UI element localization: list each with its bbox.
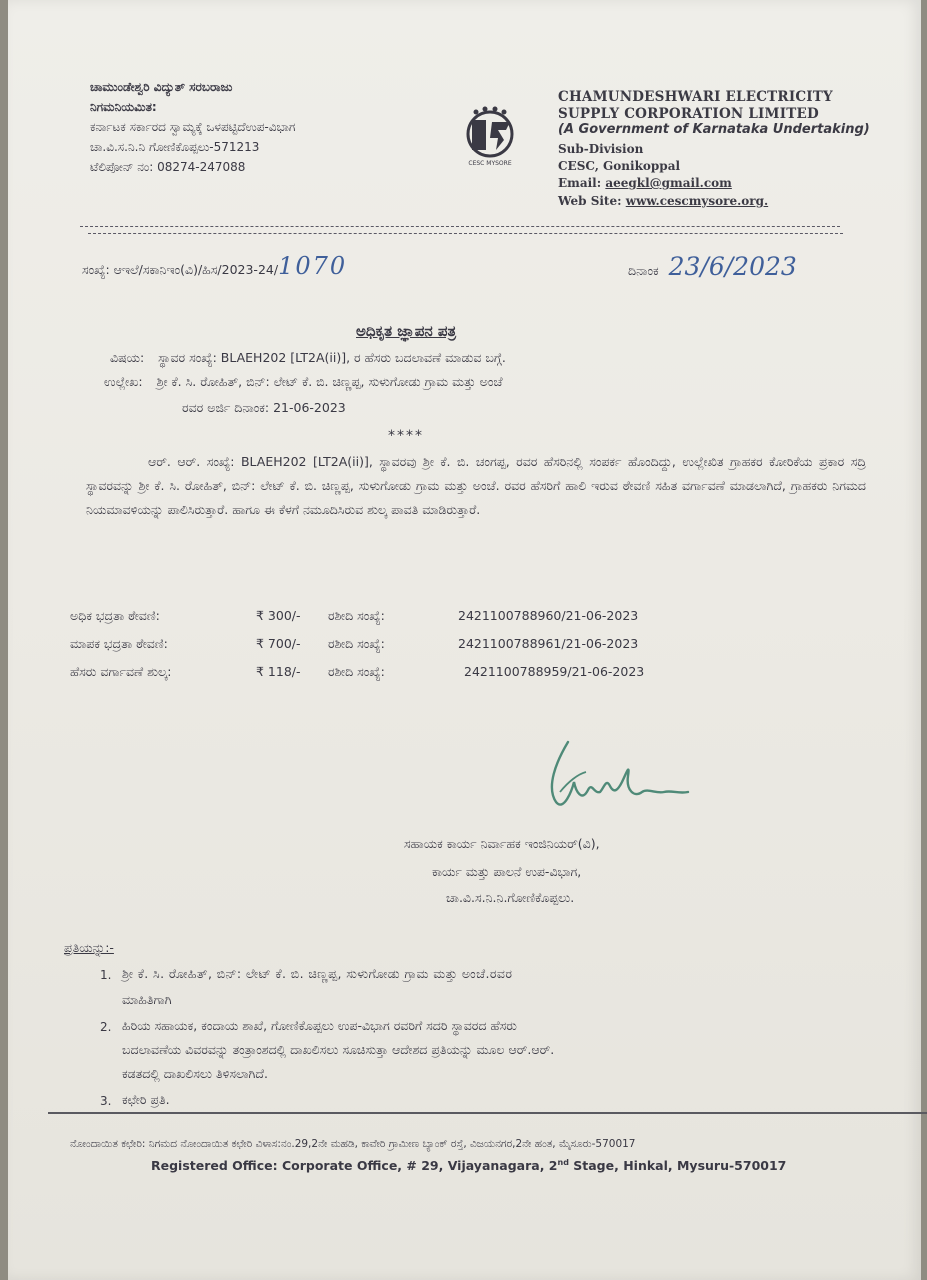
reference-row <box>104 374 503 390</box>
header-divider-2 <box>88 233 843 234</box>
body-paragraph: ಆರ್. ಆರ್. ಸಂಖ್ಯೆ: BLAEH202 [LT2A(ii)], ಸ್ಥಾವರವು ಶ್ರೀ ಕೆ. ಬಿ. ಚಂಗಪ್ಪ, ರವರ ಹೆಸರಿನಲ್ಲಿ ಸಂಪರ್ಕ ಹೊಂದಿದ್ದು, ಉಲ್ಲೇಖಿತ ಗ್ರಾಹಕರ ಕೋರಿಕೆಯ ಪ್ರಕಾರ ಸದ್ರಿ ಸ್ಥಾವರವನ್ನು ಶ್ರೀ ಕೆ. ಸಿ. ರೋಹಿತ್, ಬಿನ್: ಲೇಟ್ ಕೆ. ಬಿ. ಚಿಣ್ಣಪ್ಪ, ಸುಳುಗೋಡು ಗ್ರಾಮ ಮತ್ತು ಅಂಚೆ. ರವರ ಹೆಸರಿಗೆ ಹಾಲಿ ಇರುವ ಠೇವಣಿ ಸಹಿತ ವರ್ಗಾವಣೆ ಮಾಡಲಾಗಿದೆ, ಗ್ರಾಹಕರು ನಿಗಮದ ನಿಯಮಾವಳಿಯನ್ನು ಪಾಲಿಸಿರುತ್ತಾರೆ. ಹಾಗೂ ಈ ಕೆಳಗೆ ನಮೂದಿಸಿರುವ ಶುಲ್ಕ ಪಾವತಿ ಮಾಡಿರುತ್ತಾರೆ. <box>86 454 866 517</box>
sub-division-name: CESC, Gonikoppal <box>558 159 681 173</box>
copy-1-line-2: ಮಾಹಿತಿಗಾಗಿ <box>122 992 172 1007</box>
footer-english-address <box>151 1158 786 1173</box>
copy-num-1: 1. <box>100 968 112 982</box>
header-left-line-3: ಕರ್ನಾಟಕ ಸರ್ಕಾರದ ಸ್ವಾಮ್ಯಕ್ಕೆ ಒಳಪಟ್ಟಿದೆಉಪ-ವಿಭಾಗ <box>90 120 296 134</box>
copy-num-3: 3. <box>100 1094 112 1108</box>
header-divider-1 <box>80 226 840 227</box>
footer-english-post: Stage, Hinkal, Mysuru-570017 <box>568 1158 787 1174</box>
website-link[interactable]: www.cescmysore.org. <box>625 194 769 208</box>
fee-receipt: 2421100788961/21-06-2023 <box>458 636 639 651</box>
website-row <box>558 194 768 208</box>
cesc-logo-icon <box>452 104 532 168</box>
org-tagline: (A Government of Karnataka Undertaking) <box>558 122 870 137</box>
date-row <box>628 252 797 281</box>
footer-divider <box>48 1112 927 1114</box>
fee-label: ಅಧಿಕ ಭದ್ರತಾ ಠೇವಣಿ: <box>70 608 160 623</box>
signatory-line-1: ಸಹಾಯಕ ಕಾರ್ಯ ನಿರ್ವಾಹಕ ಇಂಜಿನಿಯರ್(ವಿ), <box>404 836 600 851</box>
header-left-line-2: ನಿಗಮನಿಯಮಿತ: <box>90 100 157 114</box>
reference-number-handwritten: 1070 <box>278 252 348 280</box>
reference-label: ಉಲ್ಲೇಖ: <box>104 374 143 389</box>
fee-amount: ₹ 300/- <box>256 608 301 623</box>
reference-number-printed: ಸಂಖ್ಯೆ: ಆಇಲೆ/ಸಕಾನಿಇಂ(ವಿ)/ಹಿಸ/2023-24/ <box>82 262 279 277</box>
footer-english-pre: Registered Office: Corporate Office, # 29, Vijayanagara, 2 <box>151 1158 558 1174</box>
fee-label: ಹೆಸರು ವರ್ಗಾವಣೆ ಶುಲ್ಕ: <box>70 664 172 679</box>
copy-2-line-2: ಬದಲಾವಣೆಯ ವಿವರವನ್ನು ತಂತ್ರಾಂಶದಲ್ಲಿ ದಾಖಲಿಸಲು ಸೂಚಿಸುತ್ತಾ ಆದೇಶದ ಪ್ರತಿಯನ್ನು ಮೂಲ ಆರ್.ಆರ್. <box>122 1042 555 1057</box>
fee-receipt: 2421100788959/21-06-2023 <box>464 664 645 679</box>
reference-text-line-1: ಶ್ರೀ ಕೆ. ಸಿ. ರೋಹಿತ್, ಬಿನ್: ಲೇಟ್ ಕೆ. ಬಿ. ಚಿಣ್ಣಪ್ಪ, ಸುಳುಗೋಡು ಗ್ರಾಮ ಮತ್ತು ಅಂಚೆ <box>156 374 503 389</box>
signatory-line-2: ಕಾರ್ಯ ಮತ್ತು ಪಾಲನೆ ಉಪ-ವಿಭಾಗ, <box>432 864 582 879</box>
reference-text-line-2: ರವರ ಅರ್ಜಿ ದಿನಾಂಕ: 21-06-2023 <box>182 400 346 415</box>
stars-separator: **** <box>388 428 424 444</box>
website-label: Web Site: <box>558 194 622 208</box>
footer-kannada-address: ನೋಂದಾಯಿತ ಕಛೇರಿ: ನಿಗಮದ ನೋಂದಾಯಿತ ಕಛೇರಿ ವಿಳಾಸ:ನಂ.29,2ನೇ ಮಹಡಿ, ಕಾವೇರಿ ಗ್ರಾಮೀಣ ಬ್ಯಾಂಕ್ ರಸ್ತೆ, ವಿಜಯನಗರ,2ನೇ ಹಂತ, ಮೈಸೂರು-570017 <box>70 1138 636 1150</box>
fee-amount: ₹ 118/- <box>256 664 301 679</box>
logo-text: CESC MYSORE <box>468 160 512 167</box>
header-left-line-4: ಚಾ.ವಿ.ಸ.ನಿ.ನಿ ಗೋಣಿಕೊಪ್ಪಲು-571213 <box>90 140 260 154</box>
fee-receipt-label: ರಶೀದಿ ಸಂಖ್ಯೆ: <box>328 608 385 623</box>
copy-2-line-3: ಕಡತದಲ್ಲಿ ದಾಖಲಿಸಲು ತಿಳಿಸಲಾಗಿದೆ. <box>122 1066 268 1081</box>
org-name-line-1: CHAMUNDESHWARI ELECTRICITY <box>558 89 833 105</box>
fee-receipt-label: ರಶೀದಿ ಸಂಖ್ಯೆ: <box>328 636 385 651</box>
copy-num-2: 2. <box>100 1020 112 1034</box>
subject-text: ಸ್ಥಾವರ ಸಂಖ್ಯೆ: BLAEH202 [LT2A(ii)], ರ ಹೆಸರು ಬದಲಾವಣೆ ಮಾಡುವ ಬಗ್ಗೆ. <box>158 350 506 365</box>
memo-title: ಅಧಿಕೃತ ಜ್ಞಾಪನ ಪತ್ರ <box>356 322 457 340</box>
signature-image <box>538 732 698 822</box>
copies-label: ಪ್ರತಿಯನ್ನು:- <box>64 940 114 955</box>
subject-row <box>110 350 506 366</box>
copy-3-line-1: ಕಛೇರಿ ಪ್ರತಿ. <box>122 1092 170 1107</box>
email-label: Email: <box>558 176 602 190</box>
copy-2-line-1: ಹಿರಿಯ ಸಹಾಯಕ, ಕಂದಾಯ ಶಾಖೆ, ಗೋಣಿಕೊಪ್ಪಲು ಉಪ-ವಿಭಾಗ ರವರಿಗೆ ಸದರಿ ಸ್ಥಾವರದ ಹೆಸರು <box>122 1018 517 1033</box>
fee-row-1 <box>70 608 638 624</box>
fee-row-2 <box>70 636 638 652</box>
email-row <box>558 176 732 190</box>
fee-receipt-label: ರಶೀದಿ ಸಂಖ್ಯೆ: <box>328 664 385 679</box>
subject-label: ವಿಷಯ: <box>110 350 145 365</box>
email-link[interactable]: aeegkl@gmail.com <box>605 176 732 190</box>
fee-amount: ₹ 700/- <box>256 636 301 651</box>
reference-number <box>82 252 347 280</box>
date-handwritten: 23/6/2023 <box>668 252 797 281</box>
signatory-line-3: ಚಾ.ವಿ.ಸ.ನಿ.ನಿ.ಗೋಣಿಕೊಪ್ಪಲು. <box>446 890 575 905</box>
fee-label: ಮಾಪಕ ಭದ್ರತಾ ಠೇವಣಿ: <box>70 636 168 651</box>
date-label: ದಿನಾಂಕ <box>628 263 659 278</box>
letter-page <box>8 0 921 1280</box>
header-left-line-5: ಟೆಲಿಪೋನ್ ನಂ: 08274-247088 <box>90 160 246 174</box>
fee-row-3 <box>70 664 644 680</box>
sub-division-label: Sub-Division <box>558 142 644 156</box>
header-left-line-1: ಚಾಮುಂಡೇಶ್ವರಿ ವಿದ್ಯುತ್ ಸರಬರಾಜು <box>90 80 233 94</box>
fee-receipt: 2421100788960/21-06-2023 <box>458 608 639 623</box>
copy-1-line-1: ಶ್ರೀ ಕೆ. ಸಿ. ರೋಹಿತ್, ಬಿನ್: ಲೇಟ್ ಕೆ. ಬಿ. ಚಿಣ್ಣಪ್ಪ, ಸುಳುಗೋಡು ಗ್ರಾಮ ಮತ್ತು ಅಂಚೆ.ರವರ <box>122 966 513 981</box>
org-name-line-2: SUPPLY CORPORATION LIMITED <box>558 106 819 122</box>
footer-english-sup: nd <box>557 1158 569 1167</box>
